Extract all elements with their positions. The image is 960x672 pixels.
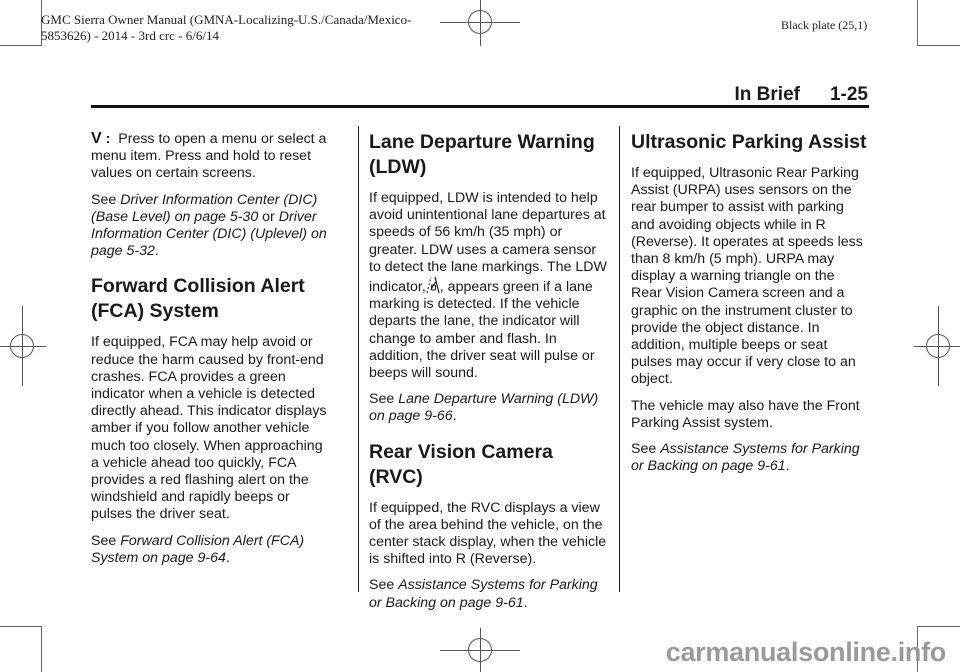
fca-body: If equipped, FCA may help avoid or reduce the harm caused by front-end crashes. FCA provides a green indicator when a vehicle is detected directly ahead. This indicator displays amber if you follow another vehicle much too closely. When approaching a vehicle ahead too quickly, FCA provides a red flashing alert on the windshield and rapidly beeps or pulses the driver seat. [91, 334, 327, 523]
registration-mark-top [440, 0, 520, 46]
see-reference: See Forward Collision Alert (FCA) System on page 9-64. [91, 532, 305, 566]
cross-reference-link[interactable]: Driver Information Center (DIC) (Base Level) on page 5-30 [91, 191, 318, 225]
lane-departure-icon [426, 276, 440, 294]
crop-mark [917, 0, 918, 46]
item-colon: : [105, 131, 111, 147]
ldw-heading: Lane Departure Warning (LDW) [369, 131, 595, 178]
print-header-line2: 5853626) - 2014 - 3rd crc - 6/6/14 [41, 28, 219, 43]
crop-mark [41, 626, 42, 672]
column-3 [631, 130, 869, 484]
cross-reference-link[interactable]: Assistance Systems for Parking or Backing on page 9-61 [631, 441, 860, 475]
cross-reference-link[interactable]: Forward Collision Alert (FCA) System on page 9-64 [91, 532, 305, 566]
see-reference: See Assistance Systems for Parking or Backing on page 9-61. [369, 577, 598, 611]
registration-mark-right [914, 306, 960, 386]
crop-mark [917, 45, 960, 46]
cross-reference-link[interactable]: Driver Information Center (DIC) (Uplevel) on page 5-32 [91, 208, 327, 260]
see-reference: See Assistance Systems for Parking or Backing on page 9-61. [631, 441, 860, 475]
crop-mark [0, 626, 42, 627]
section-title: In Brief [734, 84, 800, 105]
print-header [41, 12, 411, 44]
crop-mark [0, 45, 42, 46]
registration-mark-left [0, 306, 46, 386]
item-text: Press to open a menu or select a menu item. Press and hold to reset values on certain screens. [91, 131, 327, 182]
upa-heading: Ultrasonic Parking Assist [631, 131, 867, 153]
see-reference: See Lane Departure Warning (LDW) on page 9-66. [369, 391, 599, 425]
plate-label: Black plate (25,1) [781, 18, 868, 32]
upa-body-2: The vehicle may also have the Front Parking Assist system. [631, 397, 860, 431]
column-2 [369, 130, 607, 621]
header-rule [91, 105, 869, 108]
page-number: 1-25 [829, 84, 868, 105]
cross-reference-link[interactable]: Lane Departure Warning (LDW) on page 9-66 [369, 391, 599, 425]
running-head [735, 84, 868, 106]
see-reference: See Driver Information Center (DIC) (Base Level) on page 5-30 or Driver Information Center (DIC) (Uplevel) on page 5-32. [91, 191, 327, 260]
print-header-line1: GMC Sierra Owner Manual (GMNA-Localizing-U.S./Canada/Mexico- [41, 12, 412, 27]
fca-heading: Forward Collision Alert (FCA) System [91, 275, 305, 323]
ldw-body: If equipped, LDW is intended to help avoid unintentional lane departures at speeds of 56 km/h (35 mph) or greater. LDW uses a camera sensor to detect the lane markings. The LDW indicator, , appears green if a lane marking is detected. If the vehicle departs the lane, the indicator will change to amber and flash. In addition, the driver seat will pulse or beeps will sound. [369, 190, 607, 382]
watermark: carmanualsonline.info [665, 637, 946, 667]
column-divider [619, 126, 620, 592]
registration-mark-bottom [440, 628, 520, 672]
checkmark-icon: V [91, 130, 102, 147]
menu-item-paragraph [91, 130, 329, 183]
rvc-heading: Rear Vision Camera (RVC) [369, 440, 553, 488]
upa-body: If equipped, Ultrasonic Rear Parking Assist (URPA) uses sensors on the rear bumper to assist with parking and avoiding objects while in R (Reverse). It operates at speeds less than 8 km/h (5 mph). URPA may display a warning triangle on the Rear Vision Camera screen and a graphic on the instrument cluster to provide the object distance. In addition, multiple beeps or seat pulses may occur if very close to an object. [631, 165, 863, 388]
column-1 [91, 130, 329, 576]
crop-mark [917, 626, 960, 627]
rvc-body: If equipped, the RVC displays a view of the area behind the vehicle, on the center stack display, when the vehicle is shifted into R (Reverse). [369, 499, 607, 568]
column-divider [358, 126, 359, 592]
cross-reference-link[interactable]: Assistance Systems for Parking or Backing on page 9-61 [369, 577, 598, 611]
